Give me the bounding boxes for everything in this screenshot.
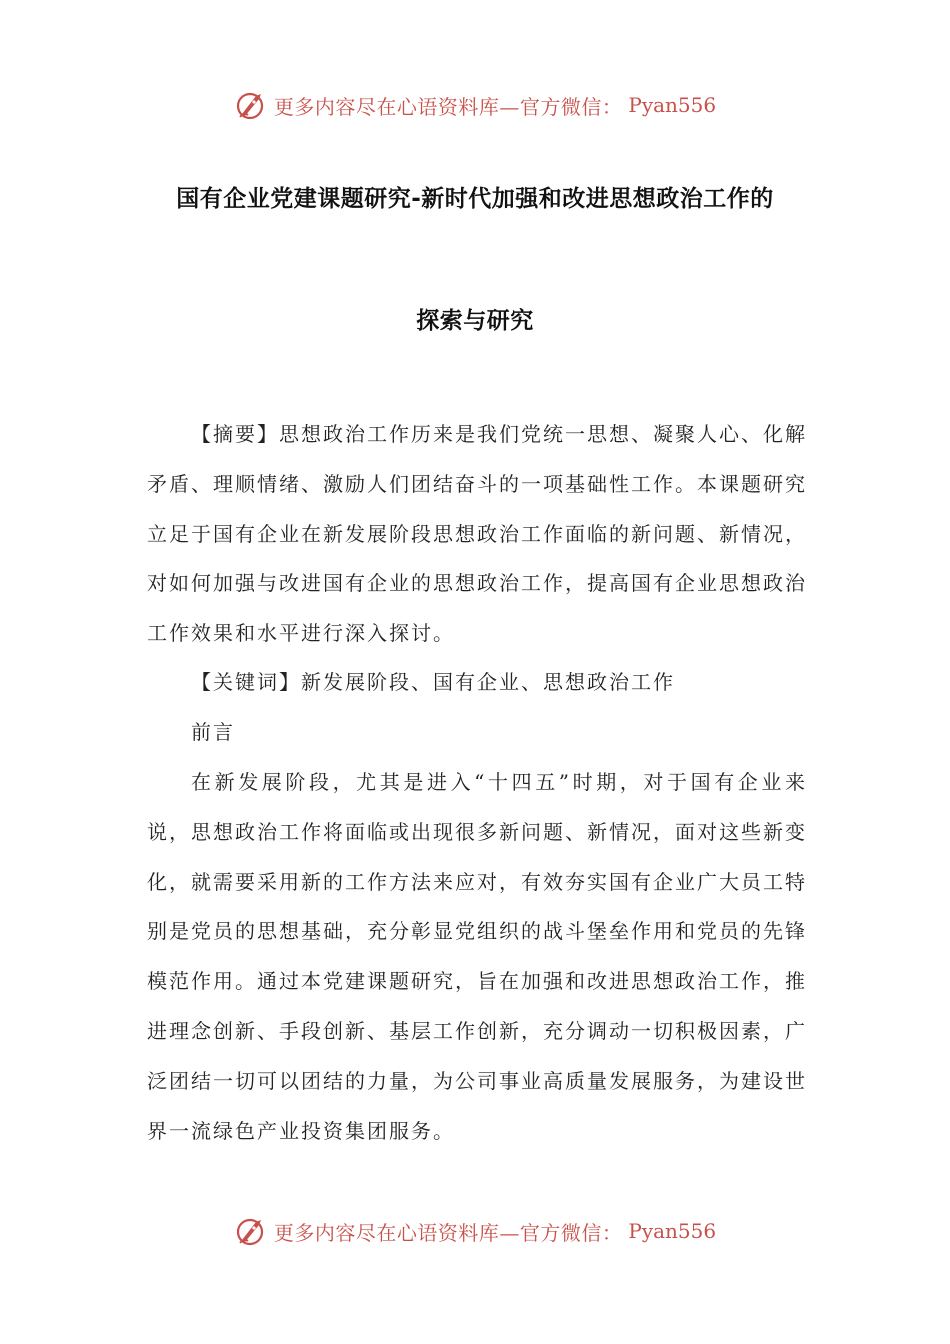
- preface-paragraph: 在新发展阶段，尤其是进入“十四五”时期，对于国有企业来说，思想政治工作将面临或出现很多新问题、新情况，面对这些新变化，就需要采用新的工作方法来应对，有效夯实国有企业广大员工特别是党员的思想基础，充分彰显党组织的战斗堡垒作用和党员的先锋模范作用。通过本党建课题研究，旨在加强和改进思想政治工作，推进理念创新、手段创新、基层工作创新，充分调动一切积极因素，广泛团结一切可以团结的力量，为公司事业高质量发展服务，为建设世界一流绿色产业投资集团服务。: [147, 770, 807, 1143]
- pen-nib-logo-icon: [234, 1214, 268, 1248]
- keywords-paragraph: 【关键词】新发展阶段、国有企业、思想政治工作: [191, 670, 675, 694]
- watermark-text: 更多内容尽在心语资料库—官方微信：: [273, 94, 623, 119]
- watermark-text: 更多内容尽在心语资料库—官方微信：: [273, 1220, 623, 1245]
- preface-heading: 前言: [191, 720, 235, 744]
- watermark-wechat-id: Pyan556: [628, 1219, 717, 1243]
- keywords-section: [147, 658, 807, 708]
- watermark-wechat-id: Pyan556: [628, 93, 717, 117]
- preface-body-section: [147, 758, 807, 1156]
- pen-nib-logo-icon: [234, 88, 268, 122]
- abstract-paragraph: 【摘要】思想政治工作历来是我们党统一思想、凝聚人心、化解矛盾、理顺情绪、激励人们团结奋斗的一项基础性工作。本课题研究立足于国有企业在新发展阶段思想政治工作面临的新问题、新情况，对如何加强与改进国有企业的思想政治工作，提高国有企业思想政治工作效果和水平进行深入探讨。: [147, 422, 807, 646]
- footer-watermark: [0, 1214, 950, 1248]
- document-title-line-2: 探索与研究: [416, 308, 534, 334]
- preface-heading-section: [147, 708, 807, 758]
- document-title-line-1: 国有企业党建课题研究-新时代加强和改进思想政治工作的: [176, 186, 774, 212]
- header-watermark: [0, 88, 950, 122]
- abstract-section: [147, 410, 807, 659]
